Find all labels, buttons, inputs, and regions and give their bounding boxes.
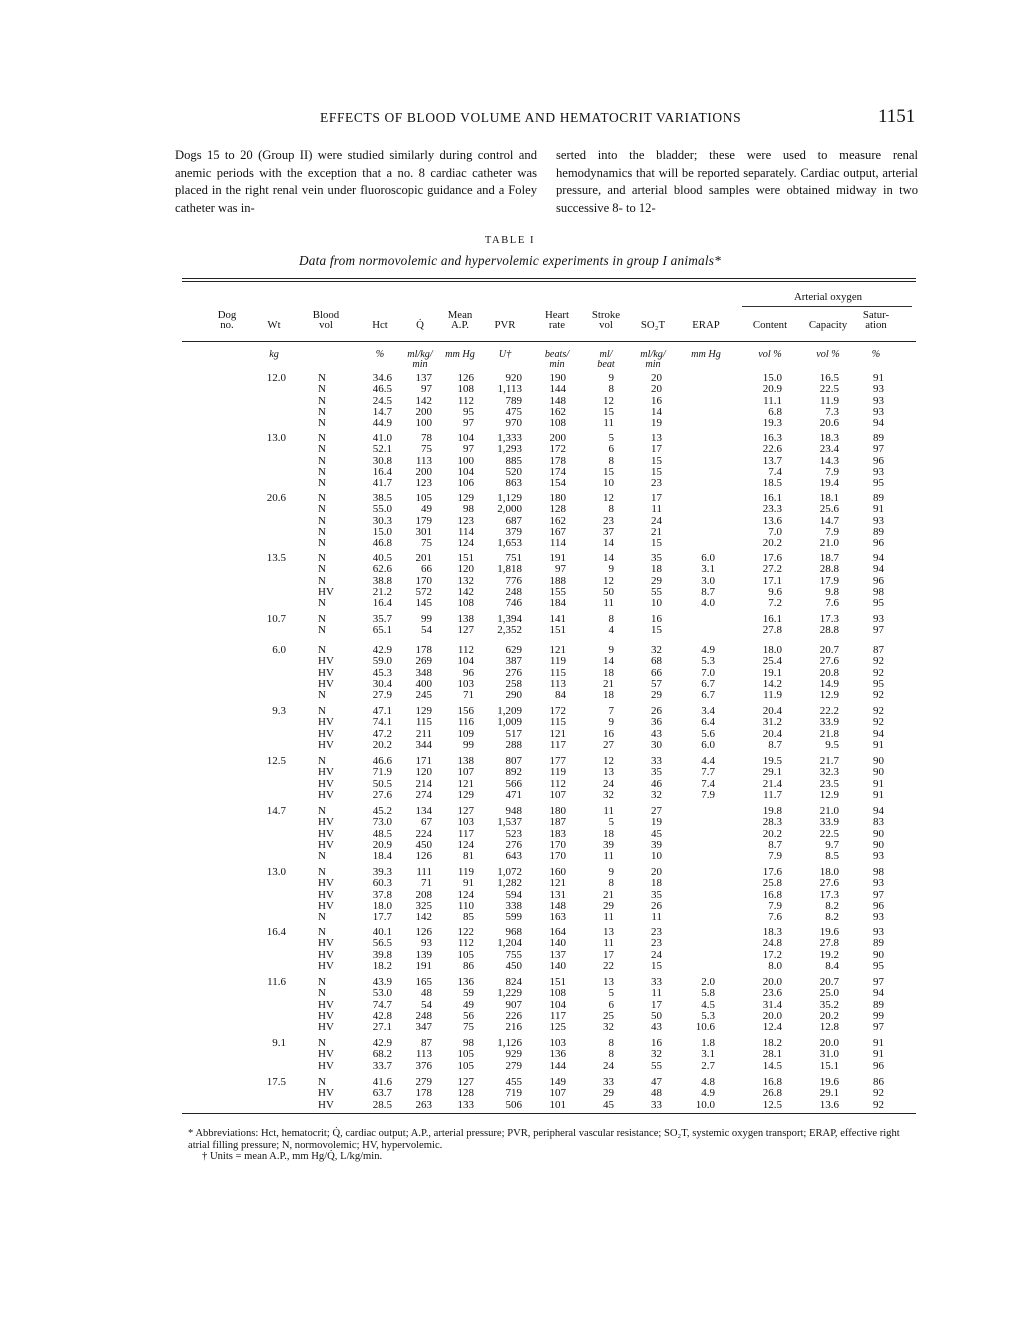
cell-sat: 89 97 96 93 95 xyxy=(873,432,884,490)
cell-capacity: 16.5 22.5 11.9 7.3 20.6 xyxy=(819,372,839,430)
table-caption xyxy=(0,235,1020,269)
cell-pvr: 1,072 1,282 594 338 599 xyxy=(497,866,522,924)
cell-pvr: 824 1,229 907 226 216 xyxy=(497,976,522,1034)
cell-pvr: 1,209 1,009 517 288 xyxy=(497,705,522,751)
cell-bv: N HV HV HV xyxy=(318,926,334,972)
cell-wt: 11.6 xyxy=(267,976,286,988)
cell-ap: 138 107 121 129 xyxy=(457,755,474,801)
cell-sot: 35 18 29 55 10 xyxy=(651,552,662,610)
column-header-bv: Blood xyxy=(312,308,340,321)
footnote-abbreviations: * Abbreviations: Hct, hematocrit; Q̇, cardiac output; A.P., arterial pressure; PVR, peripheral vascular resistance; SO₂T, systemic oxygen transport; ERAP, effective right atrial filling pressure; N, normovolemic; HV, hypervolemic. xyxy=(188,1128,900,1151)
unit-sot: ml/kg/ min xyxy=(640,349,666,370)
cell-bv: N HV HV HV N xyxy=(318,644,334,702)
unit-capacity: vol % xyxy=(816,349,840,360)
cell-pvr: 1,333 1,293 885 520 863 xyxy=(497,432,522,490)
cell-wt: 9.1 xyxy=(272,1037,286,1049)
cell-q: 99 54 xyxy=(421,613,432,637)
cell-ap: 138 127 xyxy=(457,613,474,637)
cell-capacity: 21.7 32.3 23.5 12.9 xyxy=(819,755,839,801)
cell-content: 18.0 25.4 19.1 14.2 11.9 xyxy=(762,644,782,702)
cell-ap: 119 91 124 110 85 xyxy=(457,866,474,924)
cell-sat: 91 91 96 xyxy=(873,1037,884,1072)
cell-content: 16.1 27.8 xyxy=(762,613,782,637)
cell-wt: 9.3 xyxy=(272,705,286,717)
cell-q: 129 115 211 344 xyxy=(415,705,432,751)
cell-sat: 94 94 96 98 95 xyxy=(873,552,884,610)
cell-sot: 13 17 15 15 23 xyxy=(651,432,662,490)
cell-pvr: 455 719 506 xyxy=(505,1076,522,1111)
cell-capacity: 20.7 25.0 35.2 20.2 12.8 xyxy=(819,976,839,1034)
cell-bv: N N N HV N xyxy=(318,552,334,610)
cell-sv: 11 5 18 39 11 xyxy=(603,805,614,863)
cell-ap: 126 108 112 95 97 xyxy=(457,372,474,430)
cell-sot: 16 32 55 xyxy=(651,1037,662,1072)
cell-sot: 32 68 66 57 29 xyxy=(651,644,662,702)
cell-hr: 121 119 115 113 84 xyxy=(549,644,566,702)
column-header-dog: no. xyxy=(220,319,234,331)
cell-capacity: 22.2 33.9 21.8 9.5 xyxy=(819,705,839,751)
cell-q: 134 67 224 450 126 xyxy=(415,805,432,863)
cell-pvr: 807 892 566 471 xyxy=(505,755,522,801)
table-title: Data from normovolemic and hypervolemic experiments in group I animals* xyxy=(298,253,722,268)
unit-hct: % xyxy=(375,349,385,360)
cell-sv: 14 9 12 50 11 xyxy=(603,552,614,610)
body-text-left-column: Dogs 15 to 20 (Group II) were studied similarly during control and anemic periods with the exception that a no. 8 cardiac catheter was placed in the right renal vein under fluoroscopic guidance and a Foley catheter was in- xyxy=(175,148,537,215)
cell-sv: 5 6 8 15 10 xyxy=(603,432,614,490)
cell-hr: 177 119 112 107 xyxy=(549,755,566,801)
cell-bv: N HV HV xyxy=(318,1076,334,1111)
cell-hct: 45.2 73.0 48.5 20.9 18.4 xyxy=(372,805,392,863)
cell-sot: 20 20 16 14 19 xyxy=(651,372,662,430)
cell-sat: 94 83 90 90 93 xyxy=(873,805,884,863)
column-header-hr: Heart xyxy=(545,308,569,321)
cell-hr: 149 107 101 xyxy=(549,1076,566,1111)
cell-hct: 34.6 46.5 24.5 14.7 44.9 xyxy=(372,372,392,430)
cell-sv: 12 13 24 32 xyxy=(603,755,614,801)
cell-capacity: 21.0 33.9 22.5 9.7 8.5 xyxy=(819,805,839,863)
cell-capacity: 17.3 28.8 xyxy=(819,613,839,637)
table-label: TABLE I xyxy=(484,235,536,246)
cell-bv: N HV HV HV xyxy=(318,705,334,751)
cell-ap: 151 120 132 142 108 xyxy=(457,552,474,610)
cell-sat: 90 90 91 91 xyxy=(873,755,884,801)
cell-sot: 47 48 33 xyxy=(651,1076,662,1111)
cell-capacity: 20.7 27.6 20.8 14.9 12.9 xyxy=(819,644,839,702)
cell-sot: 26 36 43 30 xyxy=(651,705,662,751)
cell-wt: 13.0 xyxy=(266,866,286,878)
cell-sat: 91 93 93 93 94 xyxy=(873,372,884,430)
cell-ap: 156 116 109 99 xyxy=(457,705,474,751)
cell-q: 165 48 54 248 347 xyxy=(415,976,432,1034)
cell-ap: 136 59 49 56 75 xyxy=(457,976,474,1034)
cell-hct: 35.7 65.1 xyxy=(372,613,392,637)
cell-hct: 41.6 63.7 28.5 xyxy=(372,1076,392,1111)
cell-bv: N HV HV HV N xyxy=(318,805,334,863)
cell-sat: 86 92 92 xyxy=(873,1076,884,1111)
cell-erap: 4.4 7.7 7.4 7.9 xyxy=(701,755,715,801)
group-header-label: Arterial oxygen xyxy=(793,291,863,303)
cell-hr: 200 172 178 174 154 xyxy=(549,432,566,490)
cell-bv: N HV HV HV xyxy=(318,755,334,801)
cell-erap: 2.0 5.8 4.5 5.3 10.6 xyxy=(695,976,715,1034)
column-header-q: Q̇ xyxy=(416,319,424,331)
unit-pvr: U† xyxy=(498,349,512,360)
cell-hr: 103 136 144 xyxy=(549,1037,566,1072)
cell-wt: 13.5 xyxy=(266,552,286,564)
cell-sv: 8 4 xyxy=(608,613,614,637)
running-header xyxy=(0,106,1020,130)
cell-pvr: 920 1,113 789 475 970 xyxy=(497,372,522,430)
cell-hct: 41.0 52.1 30.8 16.4 41.7 xyxy=(372,432,392,490)
column-header-sot: SO₂T xyxy=(640,319,666,331)
cell-wt: 16.4 xyxy=(266,926,286,938)
cell-capacity: 19.6 27.8 19.2 8.4 xyxy=(819,926,839,972)
cell-bv: N N N N N xyxy=(318,432,326,490)
cell-sat: 89 91 93 89 96 xyxy=(873,492,884,550)
column-header-pvr: PVR xyxy=(494,319,516,331)
cell-wt: 12.0 xyxy=(266,372,286,384)
cell-pvr: 968 1,204 755 450 xyxy=(497,926,522,972)
cell-hct: 42.9 68.2 33.7 xyxy=(372,1037,392,1072)
cell-ap: 127 128 133 xyxy=(457,1076,474,1111)
cell-q: 279 178 263 xyxy=(415,1076,432,1111)
column-header-capacity: Capacity xyxy=(808,319,848,331)
column-header-erap: ERAP xyxy=(692,319,720,331)
cell-sat: 92 92 94 91 xyxy=(873,705,884,751)
cell-hct: 42.9 59.0 45.3 30.4 27.9 xyxy=(372,644,392,702)
cell-bv: N HV HV HV N xyxy=(318,866,334,924)
table-bottom-rule xyxy=(182,1113,916,1114)
cell-sot: 17 11 24 21 15 xyxy=(651,492,662,550)
page-number: 1151 xyxy=(878,106,916,127)
unit-ap: mm Hg xyxy=(445,349,475,360)
cell-q: 126 93 139 191 xyxy=(415,926,432,972)
footnote-units: † Units = mean A.P., mm Hg/Q̇, L/kg/min. xyxy=(202,1151,383,1163)
cell-sat: 93 97 xyxy=(873,613,884,637)
cell-content: 19.5 29.1 21.4 11.7 xyxy=(762,755,782,801)
column-header-hr: rate xyxy=(548,319,566,331)
cell-q: 111 71 208 325 142 xyxy=(415,866,432,924)
cell-erap: 3.4 6.4 5.6 6.0 xyxy=(701,705,715,751)
column-header-ap: Mean xyxy=(447,308,473,321)
cell-pvr: 1,129 2,000 687 379 1,653 xyxy=(497,492,522,550)
cell-capacity: 19.6 29.1 13.6 xyxy=(819,1076,839,1111)
cell-capacity: 18.0 27.6 17.3 8.2 8.2 xyxy=(819,866,839,924)
cell-pvr: 948 1,537 523 276 643 xyxy=(497,805,522,863)
cell-hct: 43.9 53.0 74.7 42.8 27.1 xyxy=(372,976,392,1034)
group-header-rule xyxy=(742,306,912,307)
unit-wt: kg xyxy=(269,349,279,360)
column-header-sat: Satur- xyxy=(862,308,890,321)
unit-hr: beats/ min xyxy=(544,349,570,370)
cell-ap: 98 105 105 xyxy=(457,1037,474,1072)
cell-hr: 164 140 137 140 xyxy=(549,926,566,972)
cell-hct: 47.1 74.1 47.2 20.2 xyxy=(372,705,392,751)
body-text-right-column: serted into the bladder; these were used to measure renal hemodynamics that will be reported separately. Cardiac output, arterial pressure, and arterial blood samples were obtained midway in two successive 8- to 12- xyxy=(556,148,918,215)
unit-sat: % xyxy=(871,349,881,360)
cell-capacity: 18.1 25.6 14.7 7.9 21.0 xyxy=(819,492,839,550)
cell-sv: 33 29 45 xyxy=(603,1076,614,1111)
cell-sat: 97 94 89 99 97 xyxy=(873,976,884,1034)
cell-pvr: 1,394 2,352 xyxy=(497,613,522,637)
column-header-hct: Hct xyxy=(372,319,388,331)
cell-hr: 180 187 183 170 170 xyxy=(549,805,566,863)
cell-sot: 33 11 17 50 43 xyxy=(651,976,662,1034)
cell-q: 78 75 113 200 123 xyxy=(415,432,432,490)
cell-capacity: 18.7 28.8 17.9 9.8 7.6 xyxy=(819,552,839,610)
cell-content: 16.8 26.8 12.5 xyxy=(762,1076,782,1111)
running-title: EFFECTS OF BLOOD VOLUME AND HEMATOCRIT VARIATIONS xyxy=(320,110,742,125)
cell-sv: 8 8 24 xyxy=(603,1037,614,1072)
table-header-rule xyxy=(182,341,916,342)
unit-content: vol % xyxy=(758,349,782,360)
cell-sv: 13 5 6 25 32 xyxy=(603,976,614,1034)
cell-ap: 127 103 117 124 81 xyxy=(457,805,474,863)
unit-sv: ml/ beat xyxy=(597,349,615,370)
cell-capacity: 18.3 23.4 14.3 7.9 19.4 xyxy=(819,432,839,490)
cell-sat: 93 89 90 95 xyxy=(873,926,884,972)
cell-bv: N HV HV xyxy=(318,1037,334,1072)
table-footnotes xyxy=(188,1128,923,1163)
cell-wt: 14.7 xyxy=(266,805,286,817)
cell-hr: 160 121 131 148 163 xyxy=(549,866,566,924)
cell-hr: 172 115 121 117 xyxy=(549,705,566,751)
cell-sv: 9 8 12 15 11 xyxy=(603,372,614,430)
cell-content: 16.3 22.6 13.7 7.4 18.5 xyxy=(762,432,782,490)
cell-wt: 6.0 xyxy=(272,644,286,656)
cell-wt: 12.5 xyxy=(266,755,286,767)
cell-wt: 10.7 xyxy=(266,613,286,625)
cell-content: 18.3 24.8 17.2 8.0 xyxy=(762,926,782,972)
cell-hr: 141 151 xyxy=(549,613,566,637)
cell-sv: 12 8 23 37 14 xyxy=(603,492,614,550)
cell-sat: 87 92 92 95 92 xyxy=(873,644,884,702)
column-header-wt: Wt xyxy=(267,319,281,331)
cell-ap: 104 97 100 104 106 xyxy=(457,432,474,490)
column-header-content: Content xyxy=(752,319,788,331)
cell-wt: 17.5 xyxy=(266,1076,286,1088)
cell-hct: 40.1 56.5 39.8 18.2 xyxy=(372,926,392,972)
column-header-sv: Stroke xyxy=(591,308,621,321)
cell-q: 171 120 214 274 xyxy=(415,755,432,801)
cell-hct: 40.5 62.6 38.8 21.2 16.4 xyxy=(372,552,392,610)
column-header-sat: ation xyxy=(865,319,887,331)
cell-capacity: 20.0 31.0 15.1 xyxy=(819,1037,839,1072)
cell-content: 20.0 23.6 31.4 20.0 12.4 xyxy=(762,976,782,1034)
cell-erap: 4.9 5.3 7.0 6.7 6.7 xyxy=(701,644,715,702)
column-header-sv: vol xyxy=(599,319,613,331)
cell-wt: 20.6 xyxy=(266,492,286,504)
cell-sat: 98 93 97 96 93 xyxy=(873,866,884,924)
cell-ap: 122 112 105 86 xyxy=(457,926,474,972)
cell-hr: 190 144 148 162 108 xyxy=(549,372,566,430)
cell-ap: 112 104 96 103 71 xyxy=(457,644,474,702)
cell-q: 105 49 179 301 75 xyxy=(415,492,432,550)
table-top-rule xyxy=(182,278,916,279)
cell-sv: 9 8 21 29 11 xyxy=(603,866,614,924)
cell-content: 19.8 28.3 20.2 8.7 7.9 xyxy=(762,805,782,863)
column-header-dog: Dog xyxy=(217,308,237,321)
cell-hct: 46.6 71.9 50.5 27.6 xyxy=(372,755,392,801)
cell-sv: 9 14 18 21 18 xyxy=(603,644,614,702)
cell-bv: N N xyxy=(318,613,326,637)
cell-sot: 33 35 46 32 xyxy=(651,755,662,801)
cell-sot: 27 19 45 39 10 xyxy=(651,805,662,863)
cell-sot: 16 15 xyxy=(651,613,662,637)
cell-q: 178 269 348 400 245 xyxy=(415,644,432,702)
cell-hr: 180 128 162 167 114 xyxy=(549,492,566,550)
cell-content: 17.6 25.8 16.8 7.9 7.6 xyxy=(762,866,782,924)
cell-bv: N N N N N xyxy=(318,492,326,550)
cell-sot: 23 23 24 15 xyxy=(651,926,662,972)
cell-content: 15.0 20.9 11.1 6.8 19.3 xyxy=(762,372,782,430)
cell-content: 16.1 23.3 13.6 7.0 20.2 xyxy=(762,492,782,550)
cell-content: 20.4 31.2 20.4 8.7 xyxy=(762,705,782,751)
column-header-bv: vol xyxy=(319,319,333,331)
unit-erap: mm Hg xyxy=(691,349,721,360)
cell-sv: 13 11 17 22 xyxy=(603,926,614,972)
cell-bv: N N N N N xyxy=(318,372,326,430)
cell-hr: 151 108 104 117 125 xyxy=(549,976,566,1034)
cell-pvr: 751 1,818 776 248 746 xyxy=(497,552,522,610)
cell-q: 201 66 170 572 145 xyxy=(415,552,432,610)
cell-hr: 191 97 188 155 184 xyxy=(549,552,566,610)
cell-erap: 6.0 3.1 3.0 8.7 4.0 xyxy=(701,552,715,610)
cell-pvr: 629 387 276 258 290 xyxy=(505,644,522,702)
cell-hct: 39.3 60.3 37.8 18.0 17.7 xyxy=(372,866,392,924)
cell-erap: 1.8 3.1 2.7 xyxy=(701,1037,715,1072)
cell-content: 17.6 27.2 17.1 9.6 7.2 xyxy=(762,552,782,610)
cell-sv: 7 9 16 27 xyxy=(603,705,614,751)
cell-sot: 20 18 35 26 11 xyxy=(651,866,662,924)
cell-q: 87 113 376 xyxy=(415,1037,432,1072)
cell-erap: 4.8 4.9 10.0 xyxy=(695,1076,715,1111)
column-header-ap: A.P. xyxy=(450,319,469,331)
cell-pvr: 1,126 929 279 xyxy=(497,1037,522,1072)
cell-ap: 129 98 123 114 124 xyxy=(457,492,474,550)
cell-hct: 38.5 55.0 30.3 15.0 46.8 xyxy=(372,492,392,550)
cell-content: 18.2 28.1 14.5 xyxy=(762,1037,782,1072)
cell-bv: N N HV HV HV xyxy=(318,976,334,1034)
cell-wt: 13.0 xyxy=(266,432,286,444)
table-top-rule-2 xyxy=(182,281,916,282)
cell-q: 137 97 142 200 100 xyxy=(415,372,432,430)
unit-q: ml/kg/ min xyxy=(407,349,433,370)
